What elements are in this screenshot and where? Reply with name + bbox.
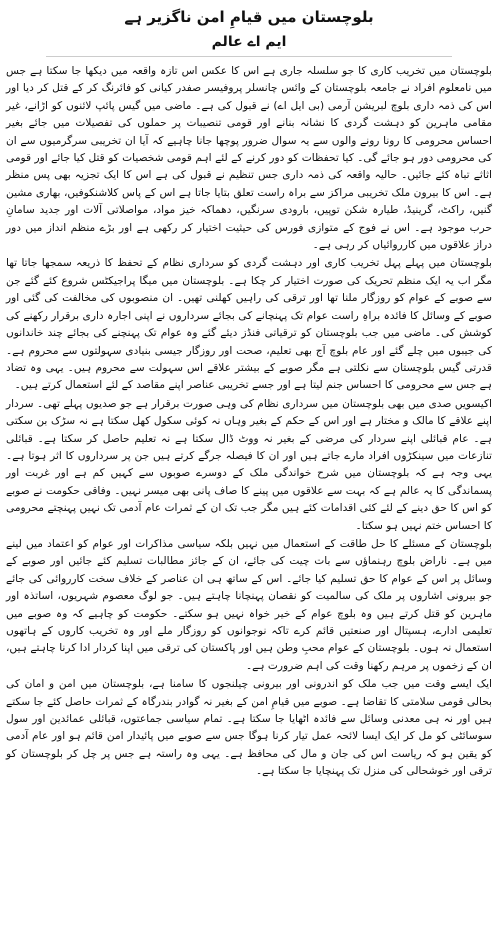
article-headline: بلوچستان میں قیامِ امن ناگزیر ہے: [124, 8, 374, 26]
article-body: [6, 63, 492, 781]
article-paragraph: بلوچستان میں تخریب کاری کا جو سلسلہ جاری ہے اس کا عکس اس تازہ واقعہ میں دیکھا جا سکتا ہے جس میں نامعلوم افراد نے جامعہ بلوچستان کے وائس چانسلر پروفیسر صفدر کیانی کو فائرنگ کر کے قتل کر دیا اور اس کی ذمہ داری بلوچ لبریشن آرمی (بی ایل اے) نے قبول کی ہے۔ ماضی میں گیس پائپ لائنوں کو اڑانے، غیر مقامی ماہرین کو دہشت گردی کا نشانہ بنانے اور قومی تنصیبات پر حملوں کی تفصیلات میں جائے بغیر احساس محرومی کا رونا رونے والوں سے یہ سوال ضرور پوچھا جانا چاہیے کہ آیا ان تخریبی سرگرمیوں سے ان کی محرومی دور ہو جائے گی۔ کیا تحفظات کو دور کرنے کے لئے اہم قومی شخصیات کو قتل کیا جائے اور قومی اثاثے تباہ کئے جائیں۔ حالیہ واقعہ کی ذمہ داری جس تنظیم نے قبول کی ہے اس کا ایک تجزیہ بھی پس منظر ہے۔ اس کا بیرون ملک تخریبی مراکز سے براہ راست تعلق بتایا جاتا ہے اس کے پاس کلاشنکوفیں، بھاری مشین گنیں، راکٹ، گرینیڈ، طیارہ شکن توپیں، بارودی سرنگیں، دھماکہ خیز مواد، مواصلاتی آلات اور جدید سامانِ حرب موجود ہے۔ اس نے فوج کے متوازی فورس کی حیثیت اختیار کر رکھی ہے اور بڑے منظم انداز میں دور دراز علاقوں میں کارروائیاں کر رہی ہے۔: [6, 65, 492, 252]
article-paragraph: اکیسویں صدی میں بھی بلوچستان میں سرداری نظام کی وہی صورت برقرار ہے جو صدیوں پہلے تھی۔ سردار اپنے علاقے کا مالک و مختار ہے اور اس کے حکم کے بغیر وہاں نہ کوئی سکول کھل سکتا ہے نہ سڑک بن سکتی ہے۔ عام قبائلی اپنے سردار کی مرضی کے بغیر نہ ووٹ ڈال سکتا ہے نہ تعلیم حاصل کر سکتا ہے۔ قبائلی تنازعات میں سینکڑوں افراد مارے جاتے ہیں اور ان کا فیصلہ جرگے کرتے ہیں جن پر سرداروں کا اثر ہوتا ہے۔ یہی وجہ ہے کہ بلوچستان میں شرح خواندگی ملک کے دوسرے صوبوں سے کہیں کم ہے اور غربت اور پسماندگی کا یہ عالم ہے کہ بہت سے علاقوں میں پینے کا صاف پانی بھی میسر نہیں۔ وفاقی حکومت نے صوبے کو اس کا حق دینے کے لئے کئی اقدامات کئے ہیں مگر جب تک ان کے ثمرات عام آدمی تک نہیں پہنچتے محرومی کا احساس ختم نہیں ہو سکتا۔: [6, 397, 492, 532]
article-paragraph: بلوچستان کے مسئلے کا حل طاقت کے استعمال میں نہیں بلکہ سیاسی مذاکرات اور عوام کو اعتماد میں لینے میں ہے۔ ناراض بلوچ رہنماؤں سے بات چیت کی جائے، ان کے جائز مطالبات تسلیم کئے جائیں اور صوبے کے وسائل پر اس کے عوام کا حق تسلیم کیا جائے۔ اس کے ساتھ ہی ان عناصر کے خلاف سخت کارروائی کی جائے جو بیرونی اشاروں پر ملک کی سالمیت کو نقصان پہنچانا چاہتے ہیں۔ جو لوگ معصوم شہریوں، اساتذہ اور ماہرین کو قتل کرتے ہیں وہ بلوچ عوام کے خیر خواہ نہیں ہو سکتے۔ حکومت کو چاہیے کہ وہ صوبے میں تعلیمی ادارے، ہسپتال اور صنعتیں قائم کرے تاکہ نوجوانوں کو روزگار ملے اور وہ تخریب کاروں کے ہاتھوں استعمال نہ ہوں۔ بلوچستان کے عوام محبِ وطن ہیں اور پاکستان کی ترقی میں اپنا کردار ادا کرنا چاہتے ہیں، ان کے زخموں پر مرہم رکھنا وقت کی اہم ضرورت ہے۔: [6, 537, 492, 672]
divider: [46, 56, 452, 57]
article-paragraph: ایک ایسے وقت میں جب ملک کو اندرونی اور بیرونی چیلنجوں کا سامنا ہے، بلوچستان میں امن و امان کی بحالی قومی سلامتی کا تقاضا ہے۔ صوبے میں قیامِ امن کے بغیر نہ گوادر بندرگاہ کے ثمرات حاصل کئے جا سکتے ہیں اور نہ ہی معدنی وسائل سے فائدہ اٹھایا جا سکتا ہے۔ تمام سیاسی جماعتوں، قبائلی عمائدین اور سول سوسائٹی کو مل کر ایک ایسا لائحہ عمل تیار کرنا ہوگا جس سے صوبے میں پائیدار امن قائم ہو اور عام آدمی کو یقین ہو کہ ریاست اس کی جان و مال کی محافظ ہے۔ یہی وہ راستہ ہے جس پر چل کر بلوچستان کو ترقی اور خوشحالی کی منزل تک پہنچایا جا سکتا ہے۔: [6, 678, 492, 778]
article-byline: ایم اے عالم: [211, 34, 287, 50]
article-paragraph: بلوچستان میں پہلے پہل تخریب کاری اور دہشت گردی کو سرداری نظام کے تحفظ کا ذریعہ سمجھا جاتا تھا مگر اب یہ ایک منظم تحریک کی صورت اختیار کر چکا ہے۔ بلوچستان میں میگا پراجیکٹس شروع کئے گئے جن سے صوبے کے عوام کو روزگار ملنا تھا اور ترقی کی راہیں کھلنی تھیں۔ ان منصوبوں کی مخالفت کی گئی اور صوبے کے وسائل کا فائدہ براہِ راست عوام تک پہنچانے کی بجائے سرداروں نے اپنی اجارہ داری برقرار رکھنے کی کوشش کی۔ ماضی میں جب بلوچستان کو ترقیاتی فنڈز دیئے گئے وہ عوام تک پہنچنے کی بجائے چند خاندانوں کی جیبوں میں چلے گئے اور عام بلوچ آج بھی تعلیم، صحت اور روزگار جیسی بنیادی سہولتوں سے محروم ہے۔ قدرتی گیس بلوچستان سے نکلتی ہے مگر صوبے کے بیشتر علاقے اس سہولت سے محروم ہیں۔ یہی وہ تضاد ہے جس سے محرومی کا احساس جنم لیتا ہے اور جسے تخریبی عناصر اپنے مقاصد کے لئے استعمال کرتے ہیں۔: [6, 257, 492, 392]
